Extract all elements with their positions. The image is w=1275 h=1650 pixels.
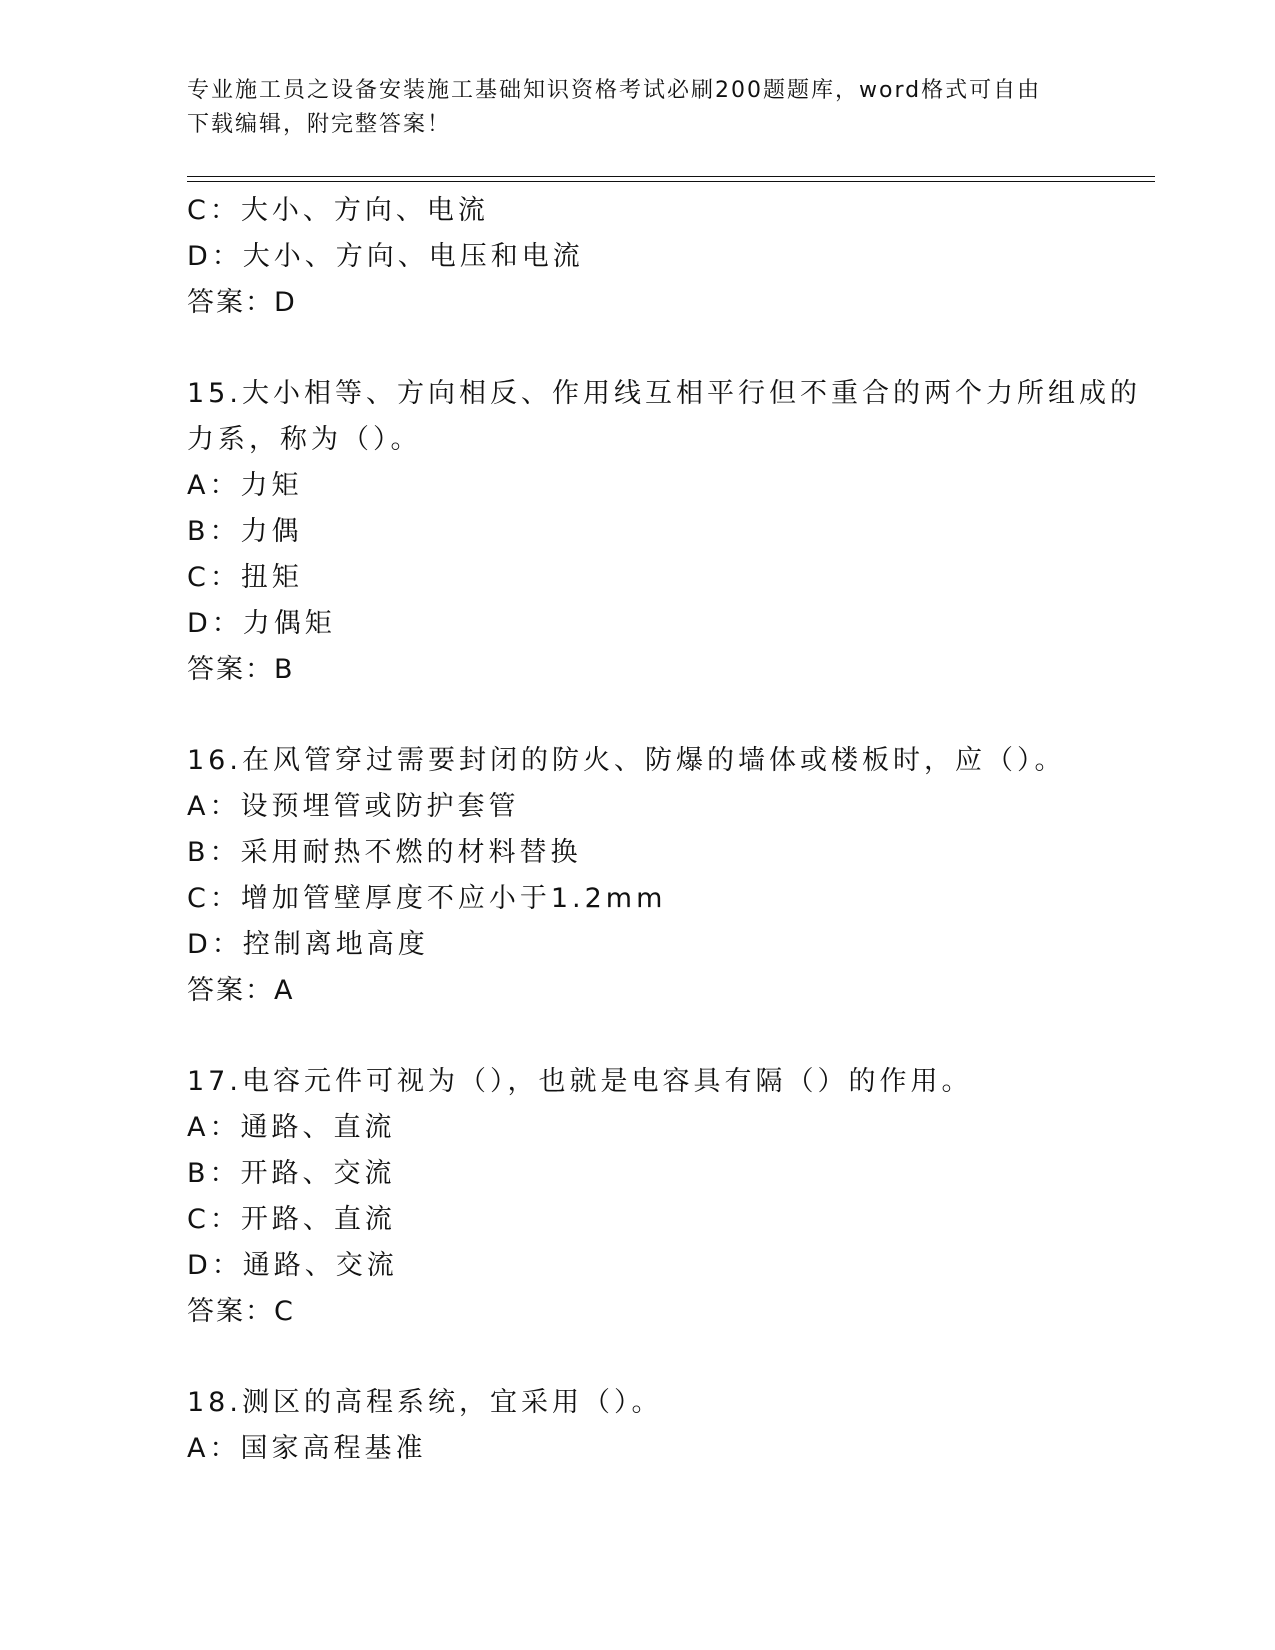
question-stem: 18.测区的高程系统，宜采用（）。 xyxy=(187,1387,663,1418)
question-stem: 15.大小相等、方向相反、作用线互相平行但不重合的两个力所组成的 xyxy=(187,378,1141,409)
option-d: D：力偶矩 xyxy=(187,608,336,639)
answer-line: 答案：D xyxy=(187,287,297,318)
header-line-1: 专业施工员之设备安装施工基础知识资格考试必刷200题题库，word格式可自由 xyxy=(187,78,1042,103)
header-line-2: 下载编辑，附完整答案！ xyxy=(187,112,452,137)
option-a: A：通路、直流 xyxy=(187,1112,396,1143)
question-15 xyxy=(187,371,1141,693)
question-stem: 力系，称为（）。 xyxy=(187,424,422,455)
answer-line: 答案：C xyxy=(187,1296,295,1327)
answer-line: 答案：A xyxy=(187,975,295,1006)
option-a: A：国家高程基准 xyxy=(187,1433,427,1464)
option-c: C：增加管壁厚度不应小于1.2mm xyxy=(187,883,667,914)
option-c: C：开路、直流 xyxy=(187,1204,396,1235)
document-header xyxy=(187,74,1067,142)
question-stem: 16.在风管穿过需要封闭的防火、防爆的墙体或楼板时，应（）。 xyxy=(187,745,1066,776)
option-c: C：大小、方向、电流 xyxy=(187,195,489,226)
option-b: B：开路、交流 xyxy=(187,1158,396,1189)
header-divider-bottom xyxy=(187,181,1155,182)
option-a: A：力矩 xyxy=(187,470,303,501)
answer-line: 答案：B xyxy=(187,654,295,685)
option-d: D：控制离地高度 xyxy=(187,929,429,960)
option-b: B：采用耐热不燃的材料替换 xyxy=(187,837,582,868)
header-divider-top xyxy=(187,176,1155,177)
option-c: C：扭矩 xyxy=(187,562,303,593)
option-b: B：力偶 xyxy=(187,516,303,547)
option-d: D：大小、方向、电压和电流 xyxy=(187,241,584,272)
question-14-continued xyxy=(187,188,1087,326)
question-16 xyxy=(187,738,1087,1014)
question-18 xyxy=(187,1380,1087,1472)
question-17 xyxy=(187,1059,1087,1335)
question-stem: 17.电容元件可视为（），也就是电容具有隔（）的作用。 xyxy=(187,1066,973,1097)
option-a: A：设预埋管或防护套管 xyxy=(187,791,520,822)
option-d: D：通路、交流 xyxy=(187,1250,398,1281)
question-list xyxy=(187,188,1141,1472)
